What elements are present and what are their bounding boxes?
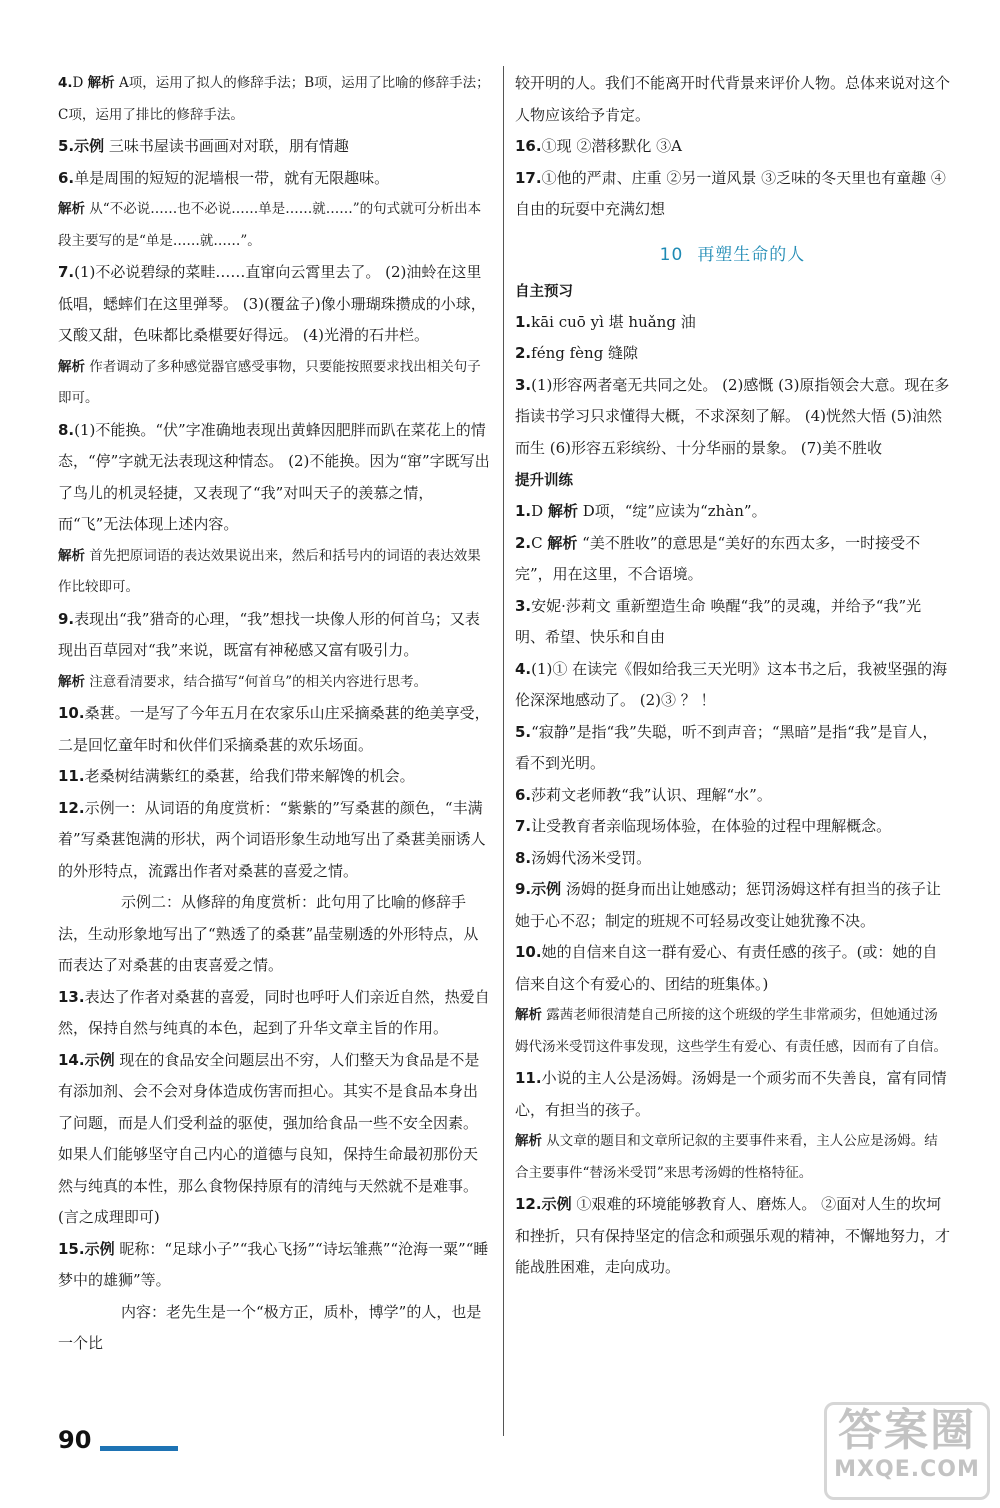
item-tag: 解析 (547, 533, 578, 552)
item-text: 小说的主人公是汤姆。汤姆是一个顽劣而不失善良，富有同情心，有担当的孩子。 (515, 1069, 947, 1119)
footer-bar (100, 1446, 178, 1451)
item-number: 14. (58, 1050, 85, 1069)
item-text: 汤姆的挺身而出让她感动；惩罚汤姆这样有担当的孩子让她于心不忍；制定的班规不可轻易改变让她犹豫不决。 (515, 880, 941, 930)
item-tag: 解析 (547, 502, 578, 520)
answer-item (515, 874, 950, 937)
item-text: 老桑树结满紫红的桑葚，给我们带来解馋的机会。 (84, 767, 415, 785)
item-text: 让受教育者亲临现场体验，在体验的过程中理解概念。 (531, 817, 892, 835)
answer-item (58, 761, 490, 793)
answer-item (515, 843, 950, 875)
item-number: 7. (515, 817, 532, 835)
item-text: ①他的严肃、庄重 ②另一道风景 ③乏味的冬天里也有童趣 ④自由的玩耍中充满幻想 (515, 168, 946, 218)
answer-item (515, 528, 950, 591)
column-divider (503, 66, 504, 1436)
answer-item (515, 68, 950, 131)
answer-item (515, 780, 950, 812)
item-number: 16. (515, 137, 542, 155)
item-number: 2. (515, 533, 532, 552)
item-text: 作者调动了多种感觉器官感受事物，只要能按照要求找出相关句子即可。 (58, 358, 481, 406)
item-text: 露茜老师很清楚自己所接的这个班级的学生非常顽劣，但她通过汤姆代汤米受罚这件事发现，这些学生有爱心、有责任感，因而有了自信。 (515, 1007, 947, 1055)
item-number: 3. (515, 596, 532, 615)
answer-item (58, 257, 490, 352)
item-text: 她的自信来自这一群有爱心、有责任感的孩子。(或：她的自信来自这个有爱心的、团结的班集体。) (515, 943, 938, 993)
item-number: 12. (515, 1195, 542, 1213)
item-text: 示例二：从修辞的角度赏析：此句用了比喻的修辞手法，生动形象地写出了“熟透了的桑葚”晶莹剔透的外形特点，从而表达了对桑葚的由衷喜爱之情。 (58, 893, 479, 974)
answer-item (515, 163, 950, 226)
analysis-paragraph (58, 667, 490, 699)
item-number: 10. (58, 704, 85, 722)
answer-item (58, 698, 490, 761)
item-number: 9. (515, 880, 532, 898)
item-number: 15. (58, 1239, 85, 1258)
item-text: 三味书屋读书画画对对联，朋有情趣 (104, 137, 349, 155)
item-tag: 示例 (84, 1239, 115, 1258)
item-text: 从文章的题目和文章所记叙的主要事件来看，主人公应是汤姆。结合主要事件“替汤米受罚”来思考汤姆的性格特征。 (515, 1133, 938, 1181)
item-text: 表现出“我”猎奇的心理，“我”想找一块像人形的何首乌；又表现出百草园对“我”来说，既富有神秘感又富有吸引力。 (58, 609, 480, 659)
answer-item (58, 1234, 490, 1297)
item-text: 注意看清要求，结合描写“何首乌”的相关内容进行思考。 (85, 673, 428, 690)
item-number: 4. (515, 659, 532, 678)
item-text: 桑葚。一是写了今年五月在农家乐山庄采摘桑葚的绝美享受，二是回忆童年时和伙伴们采摘桑葚的欢乐场面。 (58, 704, 490, 754)
item-text: (1)① 在读完《假如给我三天光明》这本书之后，我被坚强的海伦深深地感动了。 (2)③ ？ ！ (515, 659, 948, 709)
item-number: 11. (515, 1069, 542, 1087)
item-number: 10. (515, 943, 542, 961)
item-number: 8. (515, 848, 532, 867)
item-tag: 解析 (58, 547, 85, 564)
answer-item (515, 307, 950, 339)
heading-training: 提升训练 (515, 473, 573, 489)
item-text: 莎莉文老师教“我”认识、理解“水”。 (531, 785, 772, 804)
item-text: 首先把原词语的表达效果说出来，然后和括号内的词语的表达效果作比较即可。 (58, 547, 481, 595)
answer-item (515, 338, 950, 370)
answer-item (515, 1063, 950, 1126)
analysis-paragraph (58, 352, 490, 415)
item-number: 5. (58, 137, 75, 155)
analysis-paragraph (515, 1000, 950, 1063)
answer-item (515, 1189, 950, 1284)
item-text: (1)形容两者毫无共同之处。 (2)感慨 (3)原指领会大意。现在多指读书学习只求懂得大概，不求深刻了解。 (4)恍然大悟 (5)油然而生 (6)形容五彩缤纷、十分华丽的景象。 (7)美不胜收 (515, 375, 950, 457)
item-text: 现在的食品安全问题层出不穷，人们整天为食品是不是有添加剂、会不会对身体造成伤害而担心。其实不是食品本身出了问题，而是人们受利益的驱使，强加给食品一些不安全因素。如果人们能够坚守自己内心的道德与良知，保持生命最初那份天然与纯真的本性，那么食物保持原有的清纯与天然就不是难事。(言之成理即可) (58, 1050, 480, 1226)
answer-item (515, 654, 950, 717)
item-tag: 解析 (515, 1007, 542, 1023)
item-text: 单是周围的短短的泥墙根一带，就有无限趣味。 (74, 168, 390, 187)
choice-letter: D (531, 502, 548, 520)
item-text: ①现 ②潜移默化 ③A (541, 137, 682, 155)
answer-item (58, 604, 490, 667)
heading-preview: 自主预习 (515, 283, 573, 300)
answer-item (58, 793, 490, 888)
item-number: 7. (58, 263, 75, 281)
item-tag: 示例 (541, 1195, 572, 1213)
item-number: 1. (515, 502, 532, 520)
answer-item (58, 415, 490, 541)
item-text: 示例一：从词语的角度赏析：“紫紫的”写桑葚的颜色，“丰满着”写桑葚饱满的形状，两个词语形象生动地写出了桑葚美丽诱人的外形特点，流露出作者对桑葚的喜爱之情。 (58, 798, 486, 880)
item-tag: 解析 (58, 201, 85, 217)
item-text: “寂静”是指“我”失聪，听不到声音；“黑暗”是指“我”是盲人，看不到光明。 (515, 722, 938, 772)
item-tag: 解析 (58, 673, 85, 690)
item-number: 8. (58, 420, 75, 439)
answer-item (515, 811, 950, 843)
item-tag: 示例 (84, 1050, 115, 1069)
analysis-paragraph (58, 68, 490, 131)
page-number: 90 (58, 1426, 92, 1454)
analysis-paragraph (58, 541, 490, 604)
section-number: 10 (659, 244, 684, 265)
item-text: 汤姆代汤米受罚。 (531, 848, 652, 867)
watermark-logo (824, 1402, 990, 1500)
item-number: 6. (58, 168, 75, 187)
answer-item (515, 370, 950, 465)
item-text: féng fèng 缝隙 (531, 344, 639, 362)
answer-item (58, 887, 490, 982)
answer-item (58, 1045, 490, 1234)
answer-item (58, 163, 490, 195)
item-tag: 解析 (87, 75, 115, 91)
answer-item (515, 496, 950, 528)
item-text: 较开明的人。我们不能离开时代背景来评价人物。总体来说对这个人物应该给予肯定。 (515, 74, 951, 124)
item-number: 4. (58, 75, 73, 91)
analysis-paragraph (58, 194, 490, 257)
item-text: 昵称：“足球小子”“我心飞扬”“诗坛雏燕”“沧海一粟”“睡梦中的雄狮”等。 (58, 1239, 489, 1289)
choice-letter: C (531, 533, 548, 552)
choice-letter: D (72, 75, 88, 91)
item-number: 6. (515, 785, 532, 804)
answer-item (58, 131, 490, 163)
item-number: 12. (58, 798, 85, 817)
item-text: kāi cuō yì 堪 huǎng 油 (531, 312, 696, 331)
answer-item (515, 717, 950, 780)
item-number: 9. (58, 609, 75, 628)
item-tag: 解析 (515, 1133, 542, 1149)
item-number: 17. (515, 168, 542, 187)
analysis-paragraph (515, 1126, 950, 1189)
item-text: ①艰难的环境能够教育人、磨炼人。 ②面对人生的坎坷和挫折，只有保持坚定的信念和顽强乐观的精神，不懈地努力，才能战胜困难，走向成功。 (515, 1195, 951, 1276)
item-text: 从“不必说……也不必说……单是……就……”的句式就可分析出本段主要写的是“单是……就……”。 (58, 201, 482, 249)
item-text: 表达了作者对桑葚的喜爱，同时也呼吁人们亲近自然，热爱自然，保持自然与纯真的本色，起到了升华文章主旨的作用。 (58, 987, 490, 1037)
item-number: 11. (58, 767, 85, 785)
answer-item (58, 1297, 490, 1360)
item-text: D项，“绽”应读为“zhàn”。 (577, 502, 767, 520)
item-number: 1. (515, 312, 532, 331)
answer-item (515, 131, 950, 163)
item-tag: 示例 (531, 880, 562, 898)
item-text: A项，运用了拟人的修辞手法；B项，运用了比喻的修辞手法；C项，运用了排比的修辞手法。 (58, 75, 490, 123)
item-text: 内容：老先生是一个“极方正，质朴，博学”的人，也是一个比 (58, 1302, 482, 1352)
right-column (515, 68, 950, 1284)
item-number: 5. (515, 722, 532, 741)
answer-item (515, 591, 950, 654)
item-tag: 解析 (58, 358, 85, 375)
answer-item (515, 937, 950, 1000)
item-text: (1)不能换。“伏”字准确地表现出黄蜂因肥胖而趴在菜花上的情态，“停”字就无法表现这种情态。 (2)不能换。因为“窜”字既写出了鸟儿的机灵轻捷，又表现了“我”对叫天子的羡慕之情，而“飞”无法体现上述内容。 (58, 420, 490, 533)
left-column (58, 68, 490, 1360)
answer-item (58, 982, 490, 1045)
item-number: 3. (515, 375, 532, 394)
watermark-url: MXQE.COM (834, 1457, 980, 1482)
watermark-text: 答案圈 (838, 1405, 976, 1456)
item-text: 安妮·莎莉文 重新塑造生命 唤醒“我”的灵魂，并给予“我”光明、希望、快乐和自由 (515, 596, 922, 646)
item-text: “美不胜收”的意思是“美好的东西太多，一时接受不完”，用在这里，不合语境。 (515, 533, 921, 583)
item-text: (1)不必说碧绿的菜畦……直窜向云霄里去了。 (2)油蛉在这里低唱，蟋蟀们在这里弹琴。 (3)(覆盆子)像小珊瑚珠攒成的小球，又酸又甜，色味都比桑椹要好得远。 (4)光滑的石井栏。 (58, 263, 486, 344)
item-number: 2. (515, 344, 532, 362)
section-title-text: 再塑生命的人 (697, 244, 806, 265)
section-title (515, 240, 950, 265)
item-tag: 示例 (74, 137, 105, 155)
item-number: 13. (58, 987, 85, 1006)
